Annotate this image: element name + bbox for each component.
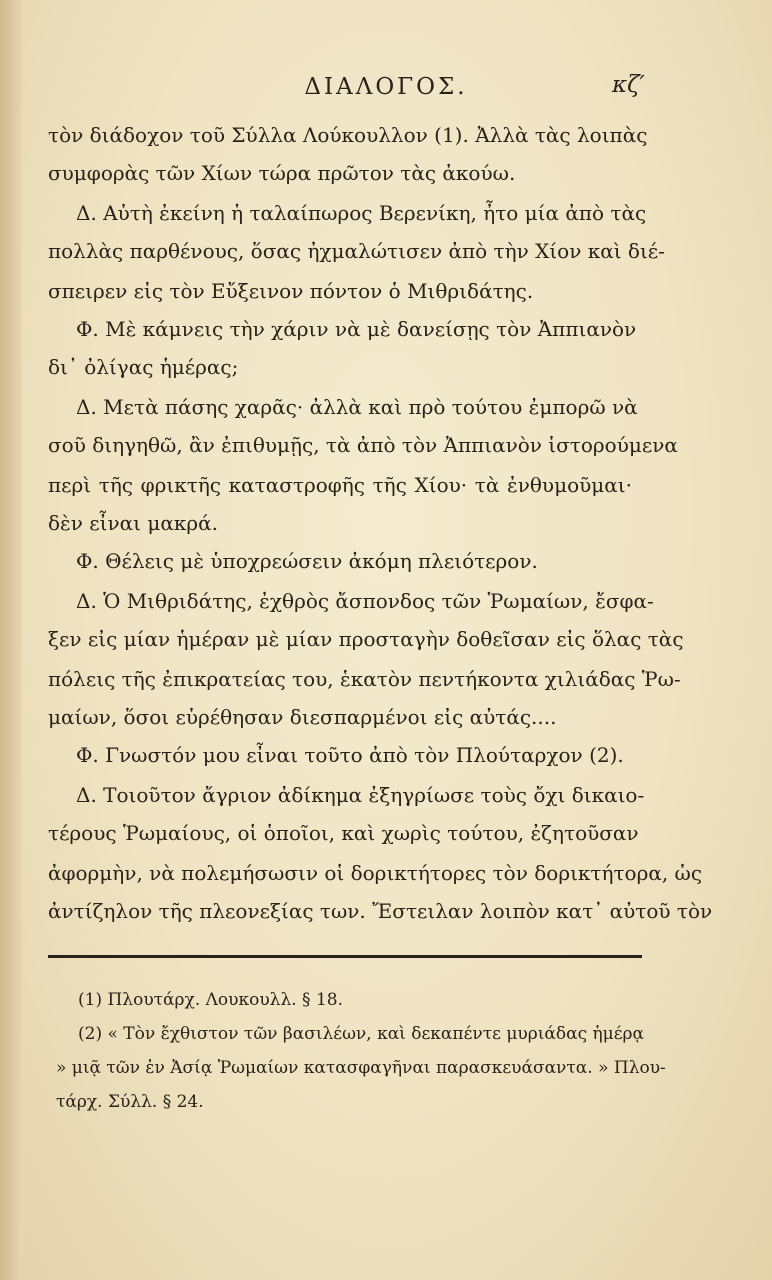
page-number: κζ′ [612,72,645,98]
running-header-title: ΔΙΑΛΟΓΟΣ. [304,74,468,100]
text-line: σοῦ διηγηθῶ, ἂν ἐπιθυμῇς, τὰ ἀπὸ τὸν Ἀππιανὸν ἱστορούμενα [48,433,678,457]
text-line: ξεν εἰς μίαν ἡμέραν μὲ μίαν προσταγὴν δοθεῖσαν εἰς ὅλας τὰς [48,627,684,651]
text-line: ἀντίζηλον τῆς πλεονεξίας των. Ἔστειλαν λοιπὸν κατ᾽ αὐτοῦ τὸν [48,899,713,923]
text-line: Φ. Γνωστόν μου εἶναι τοῦτο ἀπὸ τὸν Πλούταρχον (2). [76,743,624,767]
text-line: δὲν εἶναι μακρά. [48,511,218,535]
page-gutter [0,0,22,1280]
text-line: Φ. Μὲ κάμνεις τὴν χάριν νὰ μὲ δανείσῃς τὸν Ἀππιανὸν [76,317,637,341]
footnote-2-line-3: τάρχ. Σύλλ. § 24. [56,1092,204,1112]
text-line: Δ. Μετὰ πάσης χαρᾶς· ἀλλὰ καὶ πρὸ τούτου ἐμπορῶ νὰ [76,395,638,419]
text-line: πόλεις τῆς ἐπικρατείας του, ἑκατὸν πεντήκοντα χιλιάδας Ῥω- [48,667,681,691]
text-line: περὶ τῆς φρικτῆς καταστροφῆς τῆς Χίου· τὰ ἐνθυμοῦμαι· [48,473,632,497]
text-line: τὸν διάδοχον τοῦ Σύλλα Λούκουλλον (1). Ἀλλὰ τὰς λοιπὰς [48,123,648,147]
footnote-rule [48,955,642,958]
text-line: συμφορὰς τῶν Χίων τώρα πρῶτον τὰς ἀκούω. [48,161,516,185]
text-line: μαίων, ὅσοι εὑρέθησαν διεσπαρμένοι εἰς αὐτάς.... [48,705,557,729]
text-line: πολλὰς παρθένους, ὅσας ἠχμαλώτισεν ἀπὸ τὴν Χίον καὶ διέ- [48,239,665,263]
text-line: Δ. Ὁ Μιθριδάτης, ἐχθρὸς ἄσπονδος τῶν Ῥωμαίων, ἔσφα- [76,589,654,613]
text-line: Δ. Αὐτὴ ἐκείνη ἡ ταλαίπωρος Βερενίκη, ἦτο μία ἀπὸ τὰς [76,201,647,225]
text-line: Φ. Θέλεις μὲ ὑποχρεώσειν ἀκόμη πλειότερον. [76,549,538,573]
text-line: Δ. Τοιοῦτον ἄγριον ἀδίκημα ἐξηγρίωσε τοὺς ὄχι δικαιο- [76,783,645,807]
text-line: σπειρεν εἰς τὸν Εὔξεινον πόντον ὁ Μιθριδάτης. [48,279,534,303]
text-line: τέρους Ῥωμαίους, οἱ ὁποῖοι, καὶ χωρὶς τούτου, ἐζητοῦσαν [48,821,639,845]
text-line: ἀφορμὴν, νὰ πολεμήσωσιν οἱ δορικτήτορες τὸν δορικτήτορα, ὡς [48,861,703,885]
footnote-1: (1) Πλουτάρχ. Λουκουλλ. § 18. [78,990,343,1010]
text-line: δι᾽ ὀλίγας ἡμέρας; [48,355,239,379]
footnote-2-line-2: » μιᾷ τῶν ἐν Ἀσίᾳ Ῥωμαίων κατασφαγῆναι παρασκευάσαντα. » Πλου- [56,1058,666,1078]
footnote-2-line-1: (2) « Τὸν ἔχθιστον τῶν βασιλέων, καὶ δεκαπέντε μυριάδας ἡμέρᾳ [78,1024,645,1044]
